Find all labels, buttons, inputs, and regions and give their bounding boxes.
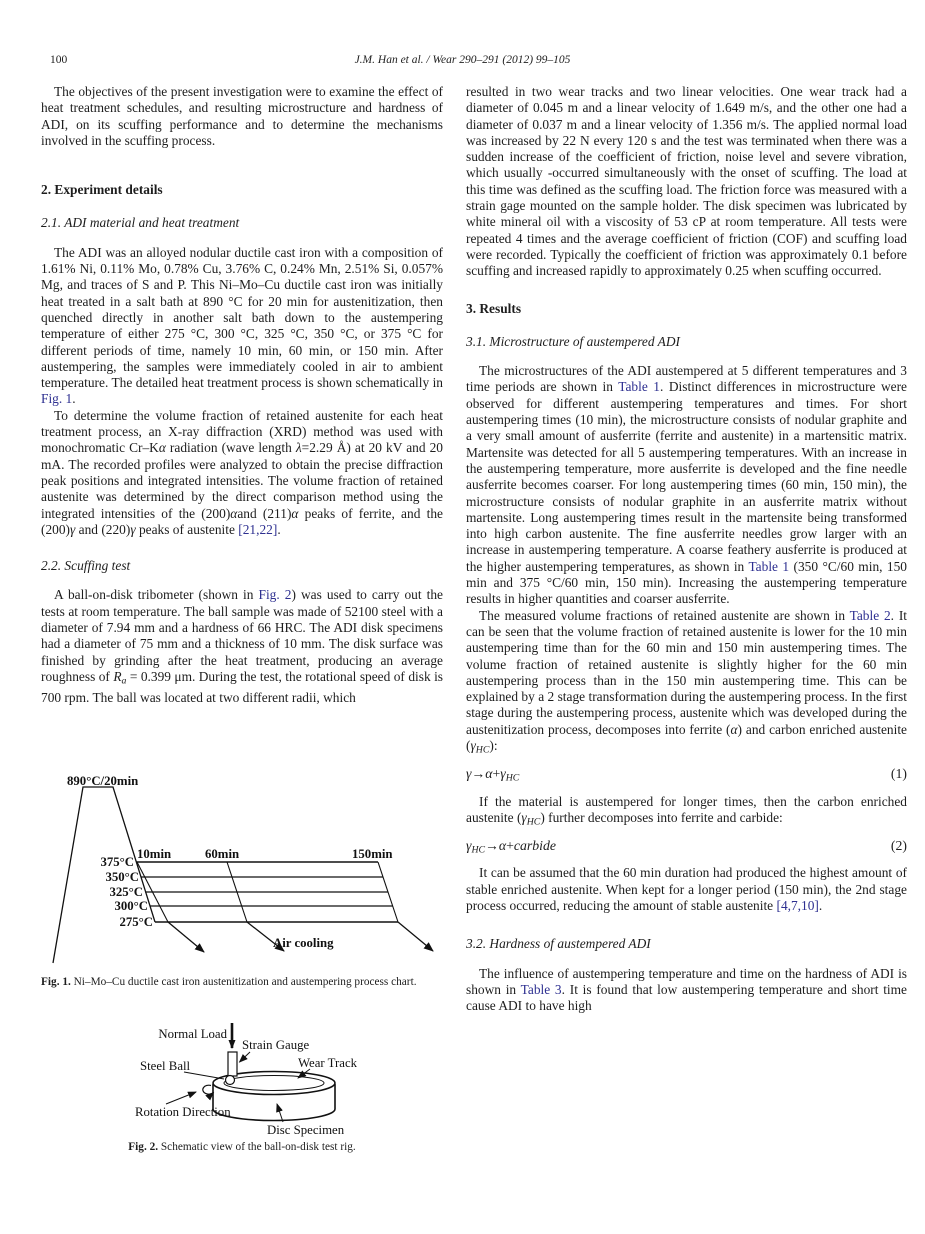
cross-reference-link[interactable]: Table 1 (748, 558, 790, 574)
fig1-peak-label: 890°C/20min (67, 774, 139, 788)
text-segment: The microstructures of the ADI austempered at 5 different temperatures and 3 time periods are shown in (466, 363, 907, 395)
fig2-normal-load-label: Normal Load (158, 1027, 227, 1041)
equation-1-lhs (466, 766, 519, 787)
equation-2-lhs (466, 838, 556, 859)
text-segment: . (818, 898, 823, 914)
text-segment: γ (466, 765, 472, 781)
cross-reference-link[interactable]: Table 3 (520, 981, 562, 997)
text-segment: ): (489, 737, 498, 753)
text-segment: γ (500, 765, 506, 781)
fig1-temp-350: 350°C (105, 870, 139, 884)
figure-1-process-chart (41, 770, 461, 975)
paragraph-wear-tracks (466, 84, 907, 280)
fig2-strain-gauge-arrow (240, 1052, 251, 1062)
section-3-1-heading: 3.1. Microstructure of austempered ADI (466, 333, 680, 349)
text-segment: → (485, 837, 499, 853)
text-segment: resulted in two wear tracks and two linear velocities. One wear track had a diameter of 0.045 m and a linear velocity of 1.649 m/s, and the other one had a diameter of 0.037 m and a linear velocity of 1.356 m/s. The applied normal load was increased by 22 N every 120 s and the test was terminated when there was a sudden increase of the coefficient of friction, noise level and severe vibration, which usually -occurred simultaneously with the onset of scuffing. The load at this time was defined as the scuffing load. The friction force was measured with a strain gage mounted on the sample holder. The disk specimen was lubricated by white mineral oil with a viscosity of 53 cP at room temperature. All tests were repeated 4 times and the average coefficient of friction (COF) and scuffing load were recorded. Typically the coefficient of friction was approximately 0.1 before scuffing and increased rapidly to approximately 0.25 when scuffing occurred. (466, 84, 907, 279)
text-segment: . (277, 521, 281, 537)
fig1-austenitization-profile (53, 787, 155, 963)
text-segment: α (158, 440, 166, 456)
text-segment: = 0.399 μm. During the test, the rotational speed of disk is 700 rpm. The ball was located at two different radii, which (41, 668, 444, 705)
fig2-steel-ball-leader (184, 1072, 224, 1079)
text-segment: α (730, 721, 738, 737)
paragraph-hardness (466, 966, 907, 1015)
equation-1-number: (1) (890, 765, 907, 781)
paragraph-xrd (41, 408, 443, 538)
text-segment: and (211) (237, 505, 292, 521)
text-segment: (350 °C/60 min, 150 min and 375 °C/60 min, 150 min). Increasing the austempering temperature results in higher quantities and coarser ausferrite. (466, 558, 907, 607)
text-segment: HC (505, 772, 520, 784)
text-segment: and (220) (75, 521, 131, 537)
fig2-steel-ball (226, 1076, 235, 1085)
paragraph-microstructure (466, 363, 907, 607)
fig1-svg (41, 770, 461, 970)
fig1-temp-375: 375°C (100, 855, 134, 869)
figure-2-test-rig (120, 1022, 440, 1149)
text-segment: If the material is austempered for longer times, then the carbon enriched austenite ( (466, 793, 907, 825)
text-segment: It can be assumed that the 60 min duration had produced the highest amount of stable enriched austenite. When kept for a longer period (150 min), the 2nd stage process occurred, reducing the amount of stable austenite (466, 865, 907, 914)
text-segment: ) further decomposes into ferrite and carbide: (540, 809, 783, 825)
text-segment: radiation (wave length (165, 440, 296, 456)
section-2-2-heading: 2.2. Scuffing test (41, 558, 131, 574)
text-segment: . It can be seen that the volume fraction of retained austenite is lower for the 10 min austempering time than for the 60 min and 150 min austempering times. The volume fraction of retained austenite is slightly higher for the 60 min austempering process than in the 150 min austempering time. This can be explained by a 2 stage transformation during the austempering process. In the first stage during the austempering process, austenite which was developed during the austenitization process, decomposes into ferrite ( (466, 607, 907, 737)
text-segment: R (113, 668, 122, 684)
paragraph-adi-material (41, 245, 443, 408)
text-segment: α (230, 505, 238, 521)
text-segment: A ball-on-disk tribometer (shown in (54, 587, 259, 603)
fig1-air-cool-arrow-1 (168, 922, 204, 952)
text-segment: λ (295, 440, 302, 456)
fig2-rotation-direction-arrow (166, 1092, 196, 1104)
left-column (41, 84, 443, 706)
section-3-2-heading: 3.2. Hardness of austempered ADI (466, 936, 651, 952)
fig1-temp-275: 275°C (119, 915, 153, 929)
fig2-rotation-symbol (203, 1085, 214, 1094)
cross-reference-link[interactable]: Fig. 2 (258, 587, 292, 603)
figure-2-caption (41, 1141, 443, 1155)
text-segment: . Distinct differences in microstructure were observed for different austempering temperatures and times. For short austempering times (10 min), the microstructure consists of nodular graphite and a very small amount of ausferrite (ferrite and austenite) in a martensitic matrix. Martensite was detected for all 5 austempering temperatures. With an increase in the austempering temperature, more ausferrite is developed and the fine needle ausferrite becomes coarser. For long austempering times (60 min, 150 min), the microstructure consists of nodular graphite in an ausferrite matrix without martensite. Long austempering times result in the martensite being transformed into high carbon austenite. The fine ausferrite needles grow larger with an increase in austempering temperature. A coarse feathery ausferrite is produced at the higher austempering temperatures, as shown in (466, 379, 907, 574)
cross-reference-link[interactable]: [4,7,10] (776, 898, 819, 914)
equation-2 (466, 838, 907, 859)
paragraph-intro (41, 84, 443, 149)
text-segment: γ (70, 521, 76, 537)
text-segment: The measured volume fractions of retained austenite are shown in (479, 607, 850, 623)
text-segment: ) was used to carry out the tests at room temperature. The ball sample was made of 52100 steel with a diameter of 7.94 mm and a hardness of 66 HRC. The ADI disk specimens had a diameter of 75 mm and a thickness of 10 mm. The disk surface was finished by grinding after the heat treatment, producing an average roughness of (41, 587, 443, 684)
text-segment: γ (470, 737, 476, 753)
fig1-air-cool-arrow-3 (398, 922, 433, 951)
cross-reference-link[interactable]: Table 1 (618, 379, 660, 395)
text-segment: α (498, 837, 507, 853)
fig2-strain-gauge-holder (228, 1052, 237, 1076)
fig2-rotation-direction-label: Rotation Direction (135, 1105, 231, 1119)
paragraph-longer-times (466, 794, 907, 831)
fig2-steel-ball-label: Steel Ball (140, 1059, 191, 1073)
text-segment: HC (475, 744, 490, 756)
fig2-strain-gauge-label: Strain Gauge (242, 1038, 310, 1052)
text-segment: a (121, 675, 127, 687)
text-segment: The objectives of the present investigation were to examine the effect of heat treatment schedules, and resulting microstructure and hardness of ADI, on its scuffing performance and to determine the mechanisms involved in the scuffing process. (41, 84, 443, 148)
text-segment: γ (130, 521, 136, 537)
right-column (466, 84, 907, 1015)
fig2-wear-track-ellipse (224, 1076, 324, 1091)
text-segment: γ (521, 809, 527, 825)
text-segment: To determine the volume fraction of retained austenite for each heat treatment process, an X-ray diffraction (XRD) method was used with monochromatic Cr–K (41, 407, 443, 456)
figure-1-caption (41, 976, 443, 990)
section-2-1-heading: 2.1. ADI material and heat treatment (41, 215, 240, 231)
paragraph-volume-fraction (466, 608, 907, 759)
fig2-disc-specimen-arrow (277, 1104, 283, 1122)
text-segment: carbide (513, 837, 557, 853)
text-segment: → (471, 765, 486, 781)
fig2-svg (120, 1022, 440, 1144)
text-segment: =2.29 Å) at 20 kV and 20 mA. The recorded profiles were analyzed to obtain the precise diffraction peak positions and integrated intensities. The volume fraction of retained austenite was determined by the direct comparison method using the integrated intensities of the (200) (41, 440, 443, 521)
section-3-heading: 3. Results (466, 300, 522, 316)
cross-reference-link[interactable]: Fig. 1 (41, 391, 73, 407)
paragraph-scuffing-test (41, 587, 443, 706)
text-segment: ) and carbon enriched austenite ( (466, 721, 908, 753)
text-segment: Schematic view of the ball-on-disk test rig. (158, 1141, 356, 1153)
text-segment: HC (526, 816, 541, 828)
text-segment: peaks of austenite (135, 521, 239, 537)
text-segment: HC (471, 844, 486, 856)
text-segment: α (485, 765, 493, 781)
text-segment: Fig. 1. (41, 976, 71, 988)
fig2-wear-track-label: Wear Track (298, 1056, 358, 1070)
text-segment: + (506, 837, 514, 853)
fig1-air-cooling-label: Air cooling (273, 936, 334, 950)
text-segment: Fig. 2. (128, 1141, 159, 1153)
text-segment: γ (466, 837, 472, 853)
fig1-time-10min: 10min (137, 847, 172, 861)
text-segment: . It is found that low austempering temperature and short time cause ADI to have high (466, 981, 907, 1014)
fig1-temp-325: 325°C (109, 885, 143, 899)
fig2-disc-specimen-label: Disc Specimen (267, 1123, 345, 1137)
fig1-temp-300: 300°C (114, 899, 148, 913)
text-segment: Ni–Mo–Cu ductile cast iron austenitization and austempering process chart. (70, 976, 417, 988)
fig1-time-60min: 60min (205, 847, 240, 861)
cross-reference-link[interactable]: [21,22] (238, 521, 278, 537)
text-segment: + (492, 765, 501, 781)
text-segment: The ADI was an alloyed nodular ductile cast iron with a composition of 1.61% Ni, 0.11% Mo, 0.78% Cu, 3.76% C, 0.24% Mn, 2.51% Si, 0.057% Mg, and traces of S and P. This Ni–Mo–Cu ductile cast iron was initially heat treated in a salt bath at 890 °C for 20 min for austenitization, then quenched directly in another salt bath down to the austempering temperature of either 275 °C, 300 °C, 325 °C, 350 °C, or 375 °C for different periods of time, namely 10 min, 60 min, or 150 min. After austempering, the samples were immediately cooled in air to ambient temperature. The detailed heat treatment process is shown schematically in (41, 244, 443, 391)
page-number: 100 (50, 54, 68, 66)
fig2-disk-bottom (213, 1109, 335, 1120)
text-segment: . (72, 391, 76, 407)
fig1-time-150min: 150min (352, 847, 393, 861)
text-segment: The influence of austempering temperature and time on the hardness of ADI is shown in (466, 965, 907, 997)
text-segment: peaks of ferrite, and the (200) (41, 505, 443, 537)
paragraph-assumed (466, 865, 907, 914)
cross-reference-link[interactable]: Table 2 (849, 607, 891, 623)
equation-1 (466, 766, 907, 787)
text-segment: α (291, 505, 299, 521)
section-2-heading: 2. Experiment details (41, 182, 163, 198)
running-title: J.M. Han et al. / Wear 290–291 (2012) 99–105 (354, 54, 571, 66)
equation-2-number: (2) (890, 837, 907, 853)
